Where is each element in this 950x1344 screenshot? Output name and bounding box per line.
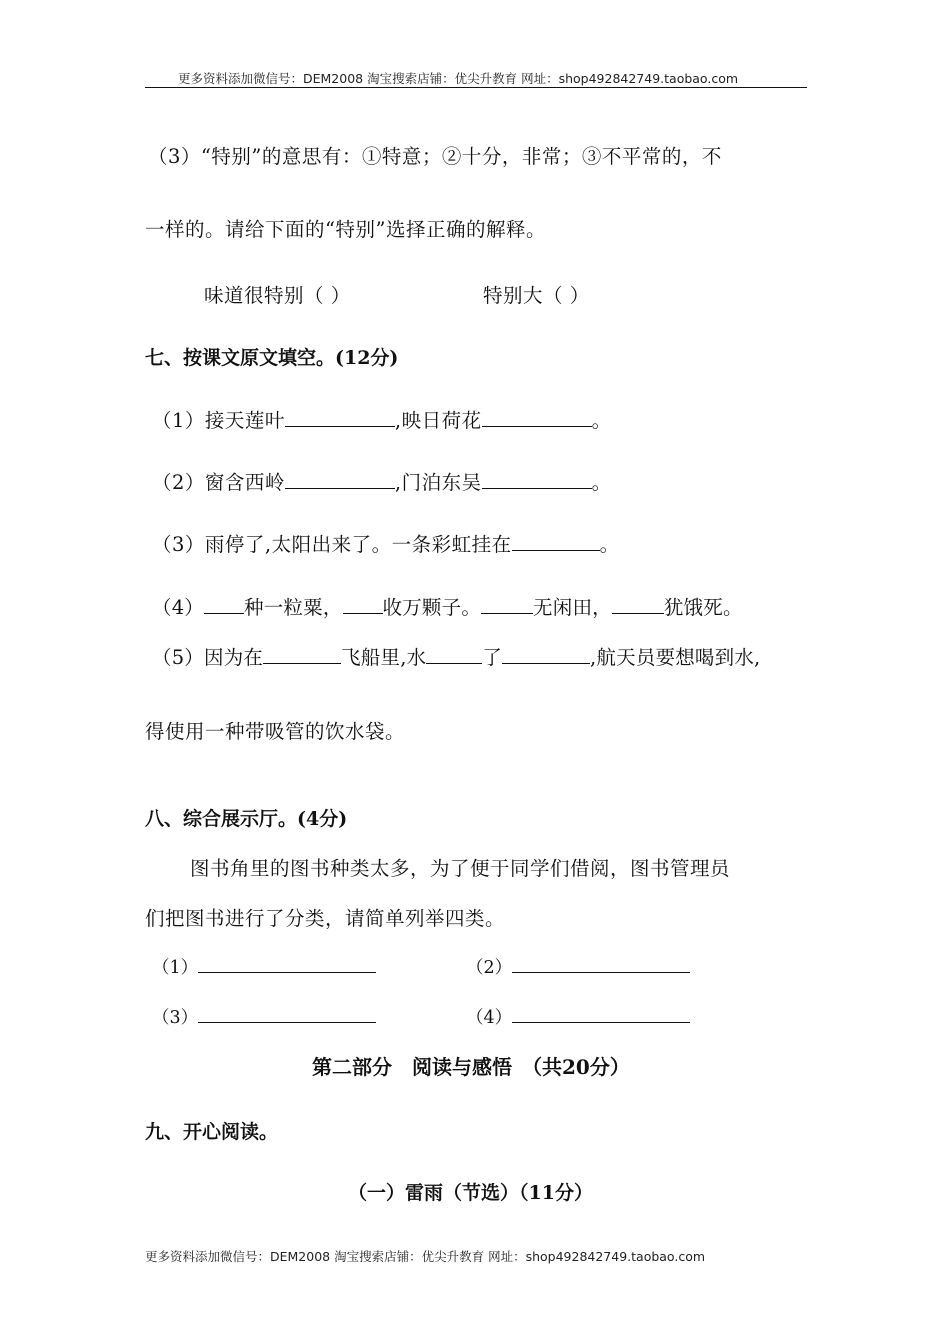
s7-q1-blank-1[interactable] bbox=[285, 408, 395, 427]
s8-answer-3 bbox=[152, 1004, 376, 1029]
s7-q4-text-d: 无闲田， bbox=[533, 596, 612, 619]
s8-answer-1 bbox=[152, 954, 376, 979]
s7-q4 bbox=[152, 592, 743, 620]
s7-q5-blank-2[interactable] bbox=[426, 645, 482, 664]
s8-answer-2 bbox=[466, 954, 690, 979]
part-2-title: 第二部分 阅读与感悟 （共20分） bbox=[312, 1055, 630, 1079]
s7-q4-blank-2[interactable] bbox=[343, 595, 383, 614]
s8-paragraph-line2: 们把图书进行了分类，请简单列举四类。 bbox=[145, 907, 506, 930]
s7-q4-text-c: 收万颗子。 bbox=[382, 596, 482, 619]
s7-q5-line2: 得使用一种带吸管的饮水袋。 bbox=[145, 720, 406, 743]
s8-answer-1-blank[interactable] bbox=[198, 956, 376, 973]
s7-q4-text-e: 犹饿死。 bbox=[663, 596, 743, 619]
header-rule bbox=[145, 87, 807, 88]
s7-q2-text-b: ,门泊东吴 bbox=[394, 471, 482, 494]
s7-q1-blank-2[interactable] bbox=[482, 408, 592, 427]
s7-q1-text-c: 。 bbox=[591, 409, 612, 432]
section-9-subtitle: （一）雷雨（节选）（11分） bbox=[348, 1182, 593, 1204]
s8-answer-3-blank[interactable] bbox=[198, 1006, 376, 1023]
s7-q5-text-c: 了 bbox=[482, 646, 503, 669]
s7-q2-blank-2[interactable] bbox=[482, 470, 592, 489]
s7-q2 bbox=[152, 467, 612, 495]
s8-answer-4-label: （4） bbox=[466, 1008, 513, 1028]
section-9-title: 九、开心阅读。 bbox=[145, 1121, 279, 1143]
s7-q5-text-b: 飞船里,水 bbox=[341, 646, 427, 669]
s7-q2-blank-1[interactable] bbox=[285, 470, 395, 489]
s7-q5 bbox=[152, 642, 760, 670]
s7-q3-text-b: 。 bbox=[599, 533, 620, 556]
s8-answer-4 bbox=[466, 1004, 690, 1029]
s7-q1 bbox=[152, 405, 612, 433]
page-header: 更多资料添加微信号：DEM2008 淘宝搜索店铺：优尖升教育 网址：shop492842749.taobao.com bbox=[178, 71, 739, 86]
s7-q4-blank-4[interactable] bbox=[612, 595, 664, 614]
s7-q2-text-a: （2）窗含西岭 bbox=[152, 471, 285, 494]
s7-q5-blank-3[interactable] bbox=[502, 645, 590, 664]
s7-q4-blank-1[interactable] bbox=[204, 595, 244, 614]
s7-q3-blank-1[interactable] bbox=[512, 532, 600, 551]
section-7-title: 七、按课文原文填空。(12分) bbox=[145, 347, 399, 369]
s7-q4-text-a: （4） bbox=[152, 596, 205, 619]
s7-q4-text-b: 种一粒粟， bbox=[244, 596, 343, 619]
s7-q5-text-a: （5）因为在 bbox=[152, 646, 264, 669]
page-footer: 更多资料添加微信号：DEM2008 淘宝搜索店铺：优尖升教育 网址：shop492842749.taobao.com bbox=[145, 1249, 706, 1264]
q6-3-option-1: 味道很特别（ ） bbox=[204, 284, 351, 307]
q6-3-line1: （3）“特别”的意思有：①特意；②十分，非常；③不平常的，不 bbox=[148, 145, 722, 168]
s8-answer-2-blank[interactable] bbox=[512, 956, 690, 973]
s7-q1-text-a: （1）接天莲叶 bbox=[152, 409, 285, 432]
s7-q3 bbox=[152, 529, 620, 557]
s7-q5-blank-1[interactable] bbox=[263, 645, 341, 664]
s8-answer-3-label: （3） bbox=[152, 1008, 199, 1028]
q6-3-option-2: 特别大（ ） bbox=[483, 284, 590, 307]
s7-q5-text-d: ,航天员要想喝到水, bbox=[590, 646, 761, 669]
s8-answer-2-label: （2） bbox=[466, 958, 513, 978]
section-8-title: 八、综合展示厅。(4分) bbox=[145, 808, 348, 830]
s8-answer-1-label: （1） bbox=[152, 958, 199, 978]
s7-q3-text-a: （3）雨停了,太阳出来了。一条彩虹挂在 bbox=[152, 533, 512, 556]
q6-3-line2: 一样的。请给下面的“特别”选择正确的解释。 bbox=[145, 218, 546, 241]
s7-q2-text-c: 。 bbox=[591, 471, 612, 494]
s7-q1-text-b: ,映日荷花 bbox=[394, 409, 482, 432]
s8-paragraph-line1: 图书角里的图书种类太多，为了便于同学们借阅，图书管理员 bbox=[190, 857, 731, 880]
s7-q4-blank-3[interactable] bbox=[481, 595, 533, 614]
s8-answer-4-blank[interactable] bbox=[512, 1006, 690, 1023]
